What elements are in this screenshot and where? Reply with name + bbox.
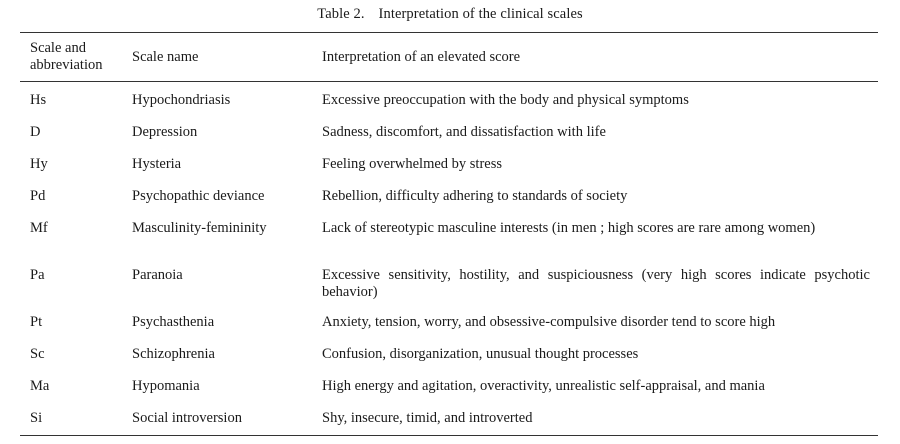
clinical-scales-table: [20, 32, 878, 436]
cell-scale-name: Depression: [132, 124, 198, 140]
cell-scale-name: Masculinity-femininity: [132, 220, 267, 236]
table-title: Interpretation of the clinical scales: [378, 6, 583, 22]
cell-scale-name: Psychasthenia: [132, 314, 215, 330]
table-row: [20, 118, 878, 150]
cell-interpretation: Sadness, discomfort, and dissatisfaction with life: [322, 124, 606, 140]
table-row: [20, 214, 878, 261]
cell-scale-name: Hypomania: [132, 378, 200, 394]
cell-scale-name: Schizophrenia: [132, 346, 215, 362]
cell-scale-name: Paranoia: [132, 267, 183, 283]
header-interpretation: Interpretation of an elevated score: [322, 48, 521, 65]
cell-scale-name: Psychopathic deviance: [132, 188, 265, 204]
cell-interpretation: Rebellion, difficulty adhering to standards of society: [322, 188, 628, 204]
cell-abbreviation: Mf: [30, 220, 48, 236]
cell-abbreviation: Si: [30, 410, 43, 426]
cell-interpretation: Lack of stereotypic masculine interests (in men ; high scores are rare among women): [322, 220, 816, 236]
cell-interpretation: Confusion, disorganization, unusual thought processes: [322, 346, 639, 362]
cell-abbreviation: Sc: [30, 346, 45, 362]
table-row: [20, 372, 878, 404]
cell-interpretation: High energy and agitation, overactivity, unrealistic self-appraisal, and mania: [322, 378, 765, 394]
cell-abbreviation: Hs: [30, 92, 47, 108]
table-row: [20, 182, 878, 214]
cell-interpretation: Shy, insecure, timid, and introverted: [322, 410, 533, 426]
table-caption: [0, 6, 900, 23]
cell-abbreviation: Hy: [30, 156, 48, 172]
cell-interpretation: Excessive sensitivity, hostility, and suspiciousness (very high scores indicate psychotic behavior): [322, 267, 870, 300]
header-scale-name: Scale name: [132, 48, 199, 65]
cell-abbreviation: Ma: [30, 378, 50, 394]
cell-interpretation: Anxiety, tension, worry, and obsessive-compulsive disorder tend to score high: [322, 314, 776, 330]
header-scale-abbreviation: [20, 33, 132, 82]
table-header-row: [20, 33, 878, 82]
header-scale-line1: Scale and: [30, 40, 86, 56]
table-row: [20, 340, 878, 372]
cell-abbreviation: Pt: [30, 314, 43, 330]
cell-scale-name: Hypochondriasis: [132, 92, 231, 108]
header-scale-line2: abbreviation: [30, 57, 103, 73]
cell-interpretation: Feeling overwhelmed by stress: [322, 156, 503, 172]
table-row: [20, 261, 878, 308]
cell-interpretation: Excessive preoccupation with the body and physical symptoms: [322, 92, 689, 108]
table-row: [20, 404, 878, 436]
table-number: Table 2.: [317, 6, 365, 22]
cell-abbreviation: Pd: [30, 188, 46, 204]
cell-abbreviation: Pa: [30, 267, 45, 283]
cell-scale-name: Hysteria: [132, 156, 182, 172]
cell-scale-name: Social introversion: [132, 410, 242, 426]
table-row: [20, 150, 878, 182]
table-row: [20, 308, 878, 340]
table-row: [20, 82, 878, 119]
cell-abbreviation: D: [30, 124, 41, 140]
